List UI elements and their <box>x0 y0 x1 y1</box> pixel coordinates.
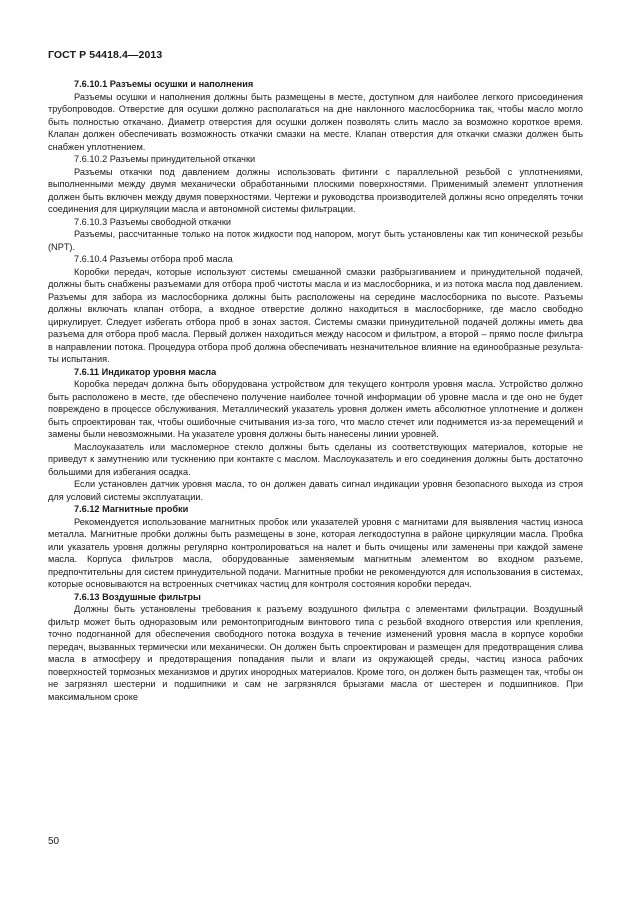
section-heading: 7.6.12 Магнитные пробки <box>74 504 189 514</box>
section-heading: 7.6.10.1 Разъемы осушки и наполнения <box>74 79 254 89</box>
paragraph: Если установлен датчик уровня масла, то он должен давать сигнал индикации уровня безопасного выхода из строя для условий системы эксплуатации. <box>48 479 583 502</box>
section-heading: 7.6.11 Индикатор уровня масла <box>74 366 217 377</box>
paragraph: Коробка передач должна быть оборудована устройством для текущего контроля уровня масла. Устройство должно быть расположено в месте, где обеспечено получение наиболее точной информации об уровне масла и где оно не будет повреждено в процессе обслуживания. Металлический указатель уровня должен иметь абсолютное уплотнение и должен быть спроектирован так, чтобы ошибочные считывания из-за того, что масло стечет или поднимется из-за перемещений и замены были невозможными. На указателе уровня должны быть нанесены линии уровней. <box>48 379 583 439</box>
paragraph: Разъемы, рассчитанные только на поток жидкости под напором, могут быть установлены как тип конической резьбы (NPT). <box>48 229 583 252</box>
paragraph: Рекомендуется использование магнитных пробок или указателей уровня с магнитами для выявления частиц износа металла. Магнитные пробки должны быть размещены в зоне, которая легкодоступна в районе циркуляции масла. Пробка или указатель уровня должны регулярно контролироваться на налет и быть очищены или заменены при каждой замене масла. Корпуса фильтров масла, оборудованные заменяемым магнитным элементом во входном разъеме, предпочтительны для систем принудительной подачи. Магнитные пробки не рекомендуются для использования в системах, которые основываются на встроенных счетчиках частиц для контроля состояния коробки передач. <box>48 516 583 589</box>
section-heading: 7.6.10.2 Разъемы принудительной откачки <box>74 154 256 164</box>
paragraph: Должны быть установлены требования к разъему воздушного фильтра с элементами фильтрации. Воздушный фильтр может быть одноразовым или ремонтопригодным винтового типа с резьбой входного отверстия или крепления, точно подогнанной для обеспечения свободного потока воздуха в течение изменений уровня масла в корпусе коробки передач, вызванных термически или механически. Он должен быть спроектирован и размещен для предотвращения слива масла в атмосферу и предотвращения попадания пыли и влаги из окружающей среды, частиц износа рабочих поверхностей тормозных механизмов и других инородных материалов. Кроме того, он должен быть размещен так, чтобы он не загрязнял шестерни и подшипники и сам не загрязнялся брызгами масла от шестерен и подшипников. При максимальном сроке <box>48 604 583 702</box>
document-header: ГОСТ Р 54418.4—2013 <box>48 49 163 61</box>
section-heading: 7.6.13 Воздушные фильтры <box>74 591 201 602</box>
section-heading: 7.6.10.4 Разъемы отбора проб масла <box>74 254 233 264</box>
paragraph: Коробки передач, которые используют системы смешанной смазки разбрызгиванием и принудительной подачей, должны быть снабжены разъемами для отбора проб чистоты масла и из маслосборника, и из потока масла под давлением. Разъемы для забора из маслосборника должны быть расположены на середине маслосборника по высоте. Разъемы должны включать клапан отбора, а входное отверстие должно находиться в маслосборнике, где масло свободно циркулирует. Следует избегать отбора проб в зонах застоя. Системы смазки принудительной подачей должны иметь два разъема для отбора проб масла. Первый должен находиться между насосом и фильтром, а второй – прямо после фильтра в направлении потока. Процедура отбора проб должна обеспечивать незначительное влияние на единообразные результаты испытания. <box>48 266 583 364</box>
paragraph: Разъемы осушки и наполнения должны быть размещены в месте, доступном для наиболее легкого присоединения трубопроводов. Отверстие для осушки должно располагаться на дне наклонного маслосборника так, чтобы масло могло быть полностью откачано. Диаметр отверстия для осушки должен позволять слить масло за возможно короткое время. Клапан должен обеспечивать возможность откачки смазки на месте. Клапан отверстия для откачки смазки должен быть снабжен уплотнением. <box>48 91 583 152</box>
page-number: 50 <box>48 836 60 847</box>
document-body <box>48 78 583 703</box>
paragraph: Маслоуказатель или масломерное стекло должны быть сделаны из соответствующих материалов, которые не приведут к замутнению или тускнению при контакте с маслом. Маслоуказатель и его соединения должны быть достаточно большими для избегания осадка. <box>48 441 583 477</box>
section-heading: 7.6.10.3 Разъемы свободной откачки <box>74 216 231 227</box>
paragraph: Разъемы откачки под давлением должны использовать фитинги с параллельной резьбой с уплотнениями, выполненными между двумя механически обработанными плоскими поверхностями. Применимый элемент уплотнения должен быть включен между двумя поверхностями. Чертежи и руководства производителей должны ясно определять точки соединения для циркуляции масла и автономной системы фильтрации. <box>48 166 583 214</box>
page-bottom-margin <box>0 892 630 913</box>
